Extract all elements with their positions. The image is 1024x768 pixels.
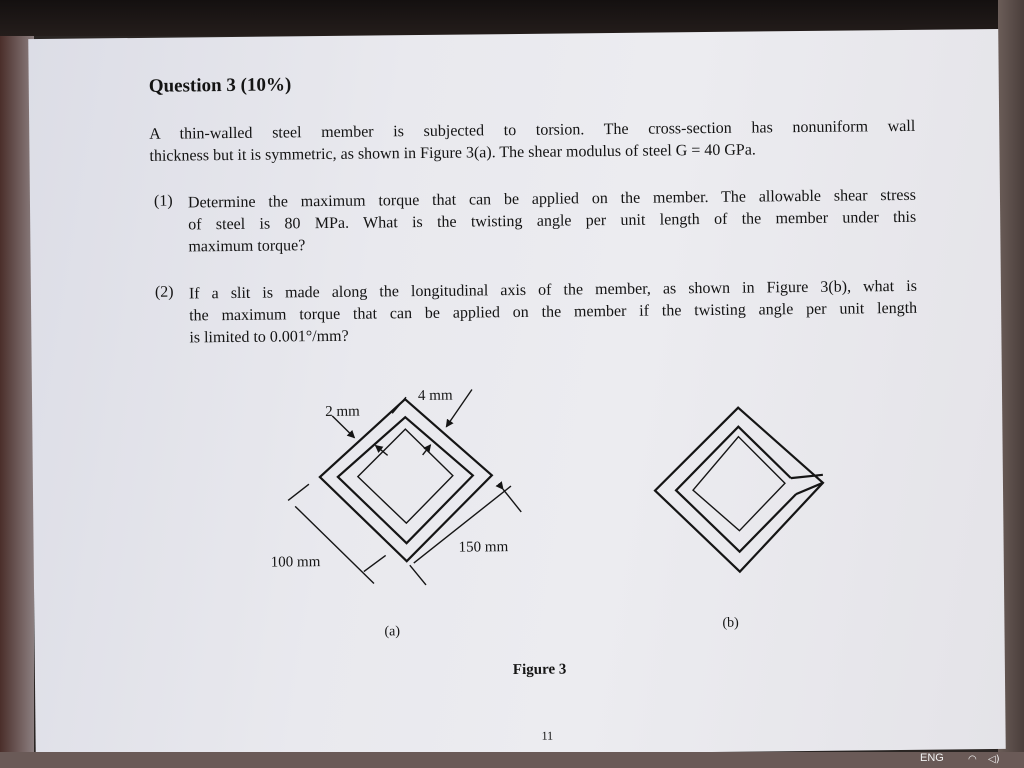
- part1-number: (1): [153, 192, 173, 210]
- dim-100mm-label: 100 mm: [270, 554, 321, 571]
- inner-wall-b: [675, 426, 796, 552]
- figure-a-label: (a): [384, 624, 401, 640]
- hole-b: [692, 436, 785, 531]
- dim-4mm-label: 4 mm: [417, 387, 453, 405]
- dim-2mm-label: 2 mm: [325, 403, 360, 421]
- outer-wall-b: [654, 407, 824, 573]
- question-title: Question 3 (10%): [148, 74, 292, 97]
- figure-b-slit-section: [654, 407, 824, 573]
- part1-line-3: maximum torque?: [188, 237, 306, 256]
- page-number: 11: [541, 728, 554, 743]
- figure-a-cross-section: [319, 398, 493, 562]
- part2-line-1: If a slit is made along the longitudinal axis of the member, as shown in Figure 3(b), what is: [188, 277, 917, 303]
- intro-line-2: thickness but it is symmetric, as shown in Figure 3(a). The shear modulus of steel G = 40 GPa.: [149, 141, 756, 165]
- volume-icon[interactable]: ◁): [988, 754, 1000, 765]
- taskbar: [0, 752, 1024, 768]
- part2-line-2: the maximum torque that can be applied on the member if the twisting angle per unit length: [189, 299, 918, 325]
- inner-wall-a: [337, 416, 473, 543]
- part1-line-2: of steel is 80 MPa. What is the twisting angle per unit length of the member under this: [188, 208, 917, 234]
- figure-caption: Figure 3: [512, 661, 567, 679]
- part2-line-3: is limited to 0.001°/mm?: [189, 327, 349, 347]
- part1-line-1: Determine the maximum torque that can be applied on the member. The allowable shear stress: [187, 186, 917, 212]
- part2-number: (2): [154, 283, 174, 301]
- wifi-icon[interactable]: ◠: [968, 754, 977, 765]
- dim-150mm-label: 150 mm: [458, 539, 509, 556]
- dimension-lines-a: [287, 389, 522, 586]
- hole-a: [357, 429, 453, 524]
- slit-b: [791, 475, 823, 478]
- outer-wall-a: [319, 398, 493, 562]
- language-indicator[interactable]: ENG: [920, 752, 944, 764]
- document-page: [28, 29, 1005, 759]
- figure-b-label: (b): [722, 615, 739, 631]
- intro-line-1: A thin-walled steel member is subjected to torsion. The cross-section has nonuniform wall: [149, 117, 916, 143]
